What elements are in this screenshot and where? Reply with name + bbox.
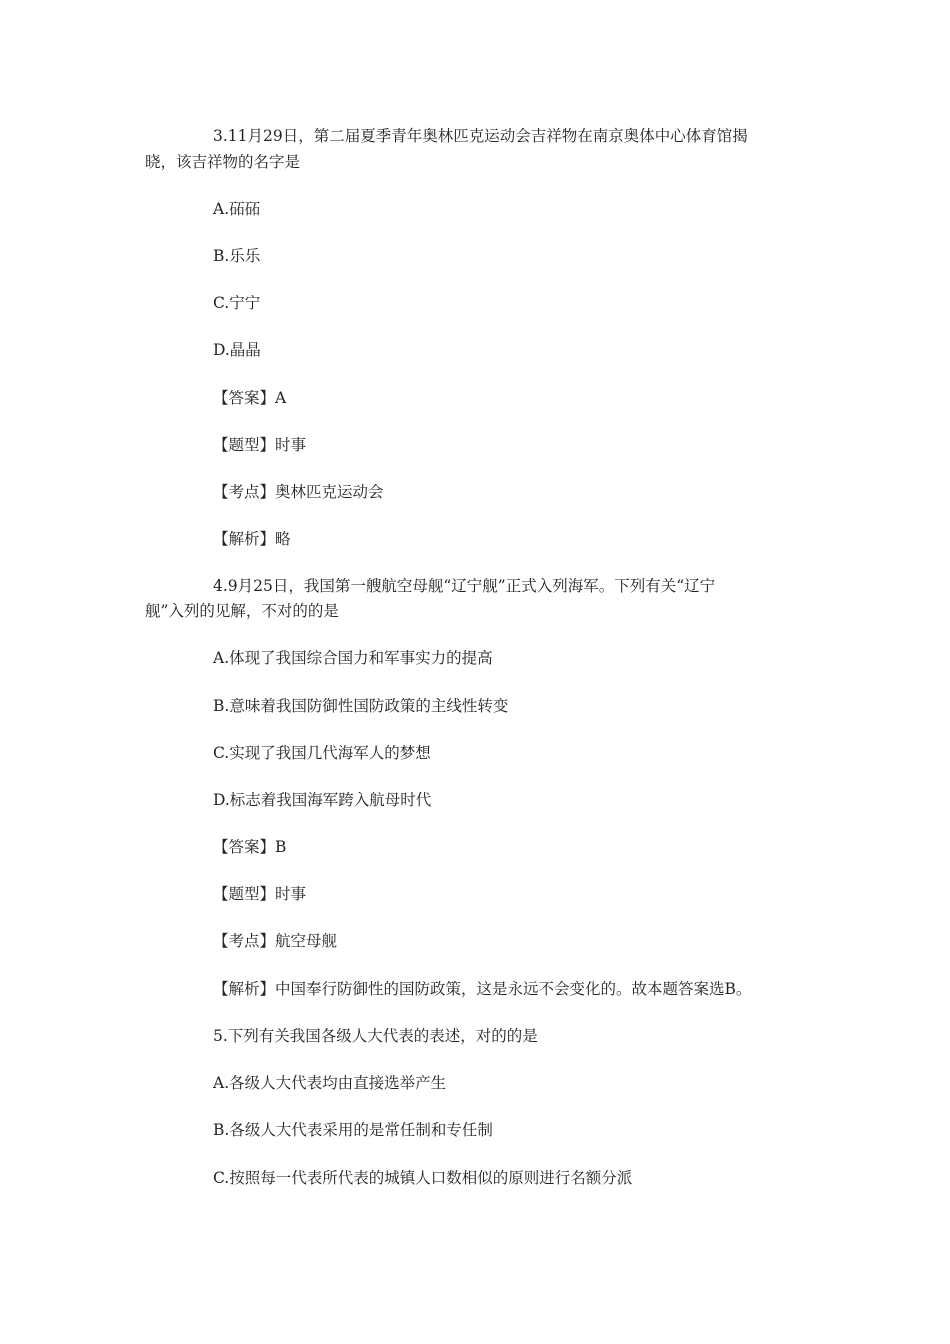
question-3-stem-line2: 晓，该吉祥物的名字是 xyxy=(145,153,301,171)
question-3-option-d: D.晶晶 xyxy=(213,341,261,359)
question-3-type: 【题型】时事 xyxy=(213,436,307,454)
question-4-option-b: B.意味着我国防御性国防政策的主线性转变 xyxy=(213,697,509,715)
question-5-option-c: C.按照每一代表所代表的城镇人口数相似的原则进行名额分派 xyxy=(213,1169,633,1187)
question-4-point: 【考点】航空母舰 xyxy=(213,932,338,950)
question-5-option-a: A.各级人大代表均由直接选举产生 xyxy=(213,1074,447,1092)
question-4-analysis: 【解析】中国奉行防御性的国防政策，这是永远不会变化的。故本题答案选B。 xyxy=(213,980,752,998)
question-3-option-b: B.乐乐 xyxy=(213,247,261,265)
question-4-stem-line1: 4.9月25日，我国第一艘航空母舰“辽宁舰”正式入列海军。下列有关“辽宁 xyxy=(213,577,716,595)
question-4-option-d: D.标志着我国海军跨入航母时代 xyxy=(213,791,432,809)
question-4-option-a: A.体现了我国综合国力和军事实力的提高 xyxy=(213,649,493,667)
question-3-stem-line1: 3.11月29日，第二届夏季青年奥林匹克运动会吉祥物在南京奥体中心体育馆揭 xyxy=(213,127,748,145)
question-4-type: 【题型】时事 xyxy=(213,885,307,903)
question-5-option-b: B.各级人大代表采用的是常任制和专任制 xyxy=(213,1121,493,1139)
question-4-answer: 【答案】B xyxy=(213,838,287,856)
question-4-stem-line2: 舰”入列的见解，不对的的是 xyxy=(145,602,339,620)
question-3-option-a: A.砳砳 xyxy=(213,200,261,218)
question-3-option-c: C.宁宁 xyxy=(213,294,261,312)
question-4-option-c: C.实现了我国几代海军人的梦想 xyxy=(213,744,431,762)
question-3-point: 【考点】奥林匹克运动会 xyxy=(213,483,384,501)
question-3-analysis: 【解析】略 xyxy=(213,530,291,548)
question-5-stem: 5.下列有关我国各级人大代表的表述，对的的是 xyxy=(213,1027,538,1045)
question-3-answer: 【答案】A xyxy=(213,389,287,407)
